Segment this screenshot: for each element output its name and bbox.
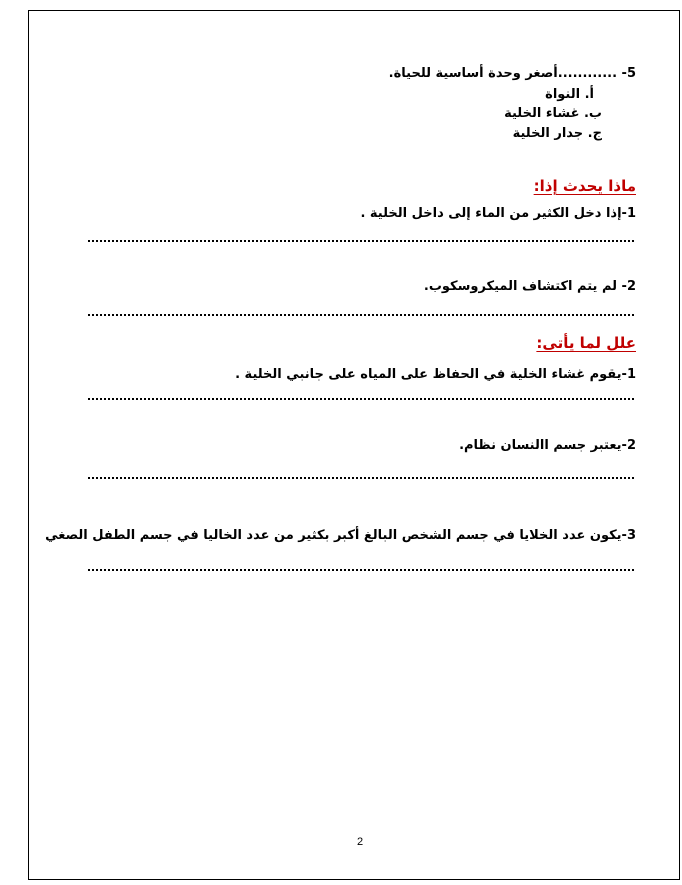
- section-explain-title: علل لما يأتى:: [536, 334, 636, 352]
- answer-line[interactable]: [88, 314, 634, 316]
- explain-item-2: 2-يعتبر جسم االنسان نظام.: [459, 438, 636, 453]
- question5-option-b: ب. غشاء الخلية: [504, 106, 602, 121]
- answer-line[interactable]: [88, 477, 634, 479]
- question5-option-c: ج. جدار الخلية: [512, 126, 602, 141]
- explain-item-1: 1-يقوم غشاء الخلية في الحفاظ على المياه على جانبي الخلية .: [235, 367, 636, 382]
- section-what-happens-title: ماذا يحدث إذا:: [533, 177, 636, 195]
- question5-stem: 5- ............أصغر وحدة أساسية للحياة.: [388, 66, 636, 81]
- what-happens-item-2: 2- لم يتم اكتشاف الميكروسكوب.: [423, 279, 636, 294]
- answer-line[interactable]: [88, 398, 634, 400]
- answer-line[interactable]: [88, 240, 634, 242]
- explain-item-3: 3-يكون عدد الخلايا في جسم الشخص البالغ أكبر بكثير من عدد الخاليا في جسم الطفل الصغي: [45, 528, 636, 543]
- answer-line[interactable]: [88, 569, 634, 571]
- question5-option-a: أ. النواة: [545, 87, 594, 102]
- page-number: 2: [356, 836, 364, 848]
- what-happens-item-1: 1-إذا دخل الكثير من الماء إلى داخل الخلية .: [360, 206, 636, 221]
